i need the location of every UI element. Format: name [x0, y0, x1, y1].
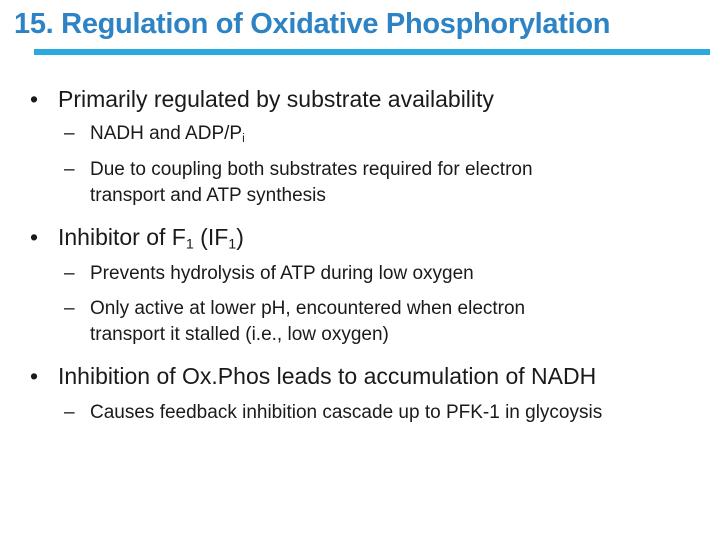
sub-bullet-text: Due to coupling both substrates required for electron — [90, 159, 533, 180]
dash-glyph: – — [64, 263, 75, 284]
bullet-text: Inhibition of Ox.Phos leads to accumulation of NADH — [58, 363, 597, 389]
sub-bullet-text: Causes feedback inhibition cascade up to PFK-1 in glycoysis — [90, 402, 603, 423]
sub-bullet-text: NADH and ADP/P — [90, 123, 243, 144]
sub-bullet-text: Only active at lower pH, encountered when electron — [90, 298, 526, 319]
bullet-text: Primarily regulated by substrate availability — [58, 86, 494, 112]
dash-glyph: – — [64, 123, 75, 144]
bullet-substrate-availability — [30, 86, 494, 113]
sub-bullet-nadh-adp — [64, 121, 245, 147]
sub-bullet-continuation: transport and ATP synthesis — [90, 185, 326, 206]
bullet-inhibition-oxphos — [30, 363, 596, 390]
bullet-text-part: ) — [236, 224, 244, 250]
sub-bullet-feedback-inhibition — [64, 400, 602, 426]
bullet-inhibitor-f1 — [30, 224, 244, 251]
bullet-text-part: (IF — [193, 224, 229, 250]
subscript: 1 — [228, 236, 237, 253]
title-underline — [34, 49, 710, 55]
subscript: i — [242, 131, 245, 145]
sub-bullet-coupling — [64, 157, 533, 209]
sub-bullet-continuation: transport it stalled (i.e., low oxygen) — [90, 324, 389, 345]
dash-glyph: – — [64, 402, 75, 423]
sub-bullet-lower-ph — [64, 296, 525, 348]
sub-bullet-prevents-hydrolysis — [64, 261, 474, 287]
bullet-glyph: • — [30, 363, 39, 389]
bullet-glyph: • — [30, 224, 39, 250]
slide-title: 15. Regulation of Oxidative Phosphorylation — [14, 8, 611, 40]
dash-glyph: – — [64, 159, 75, 180]
bullet-text-part: Inhibitor of F — [58, 224, 186, 250]
bullet-glyph: • — [30, 86, 39, 112]
subscript: 1 — [185, 236, 194, 253]
sub-bullet-text: Prevents hydrolysis of ATP during low oxygen — [90, 263, 474, 284]
dash-glyph: – — [64, 298, 75, 319]
